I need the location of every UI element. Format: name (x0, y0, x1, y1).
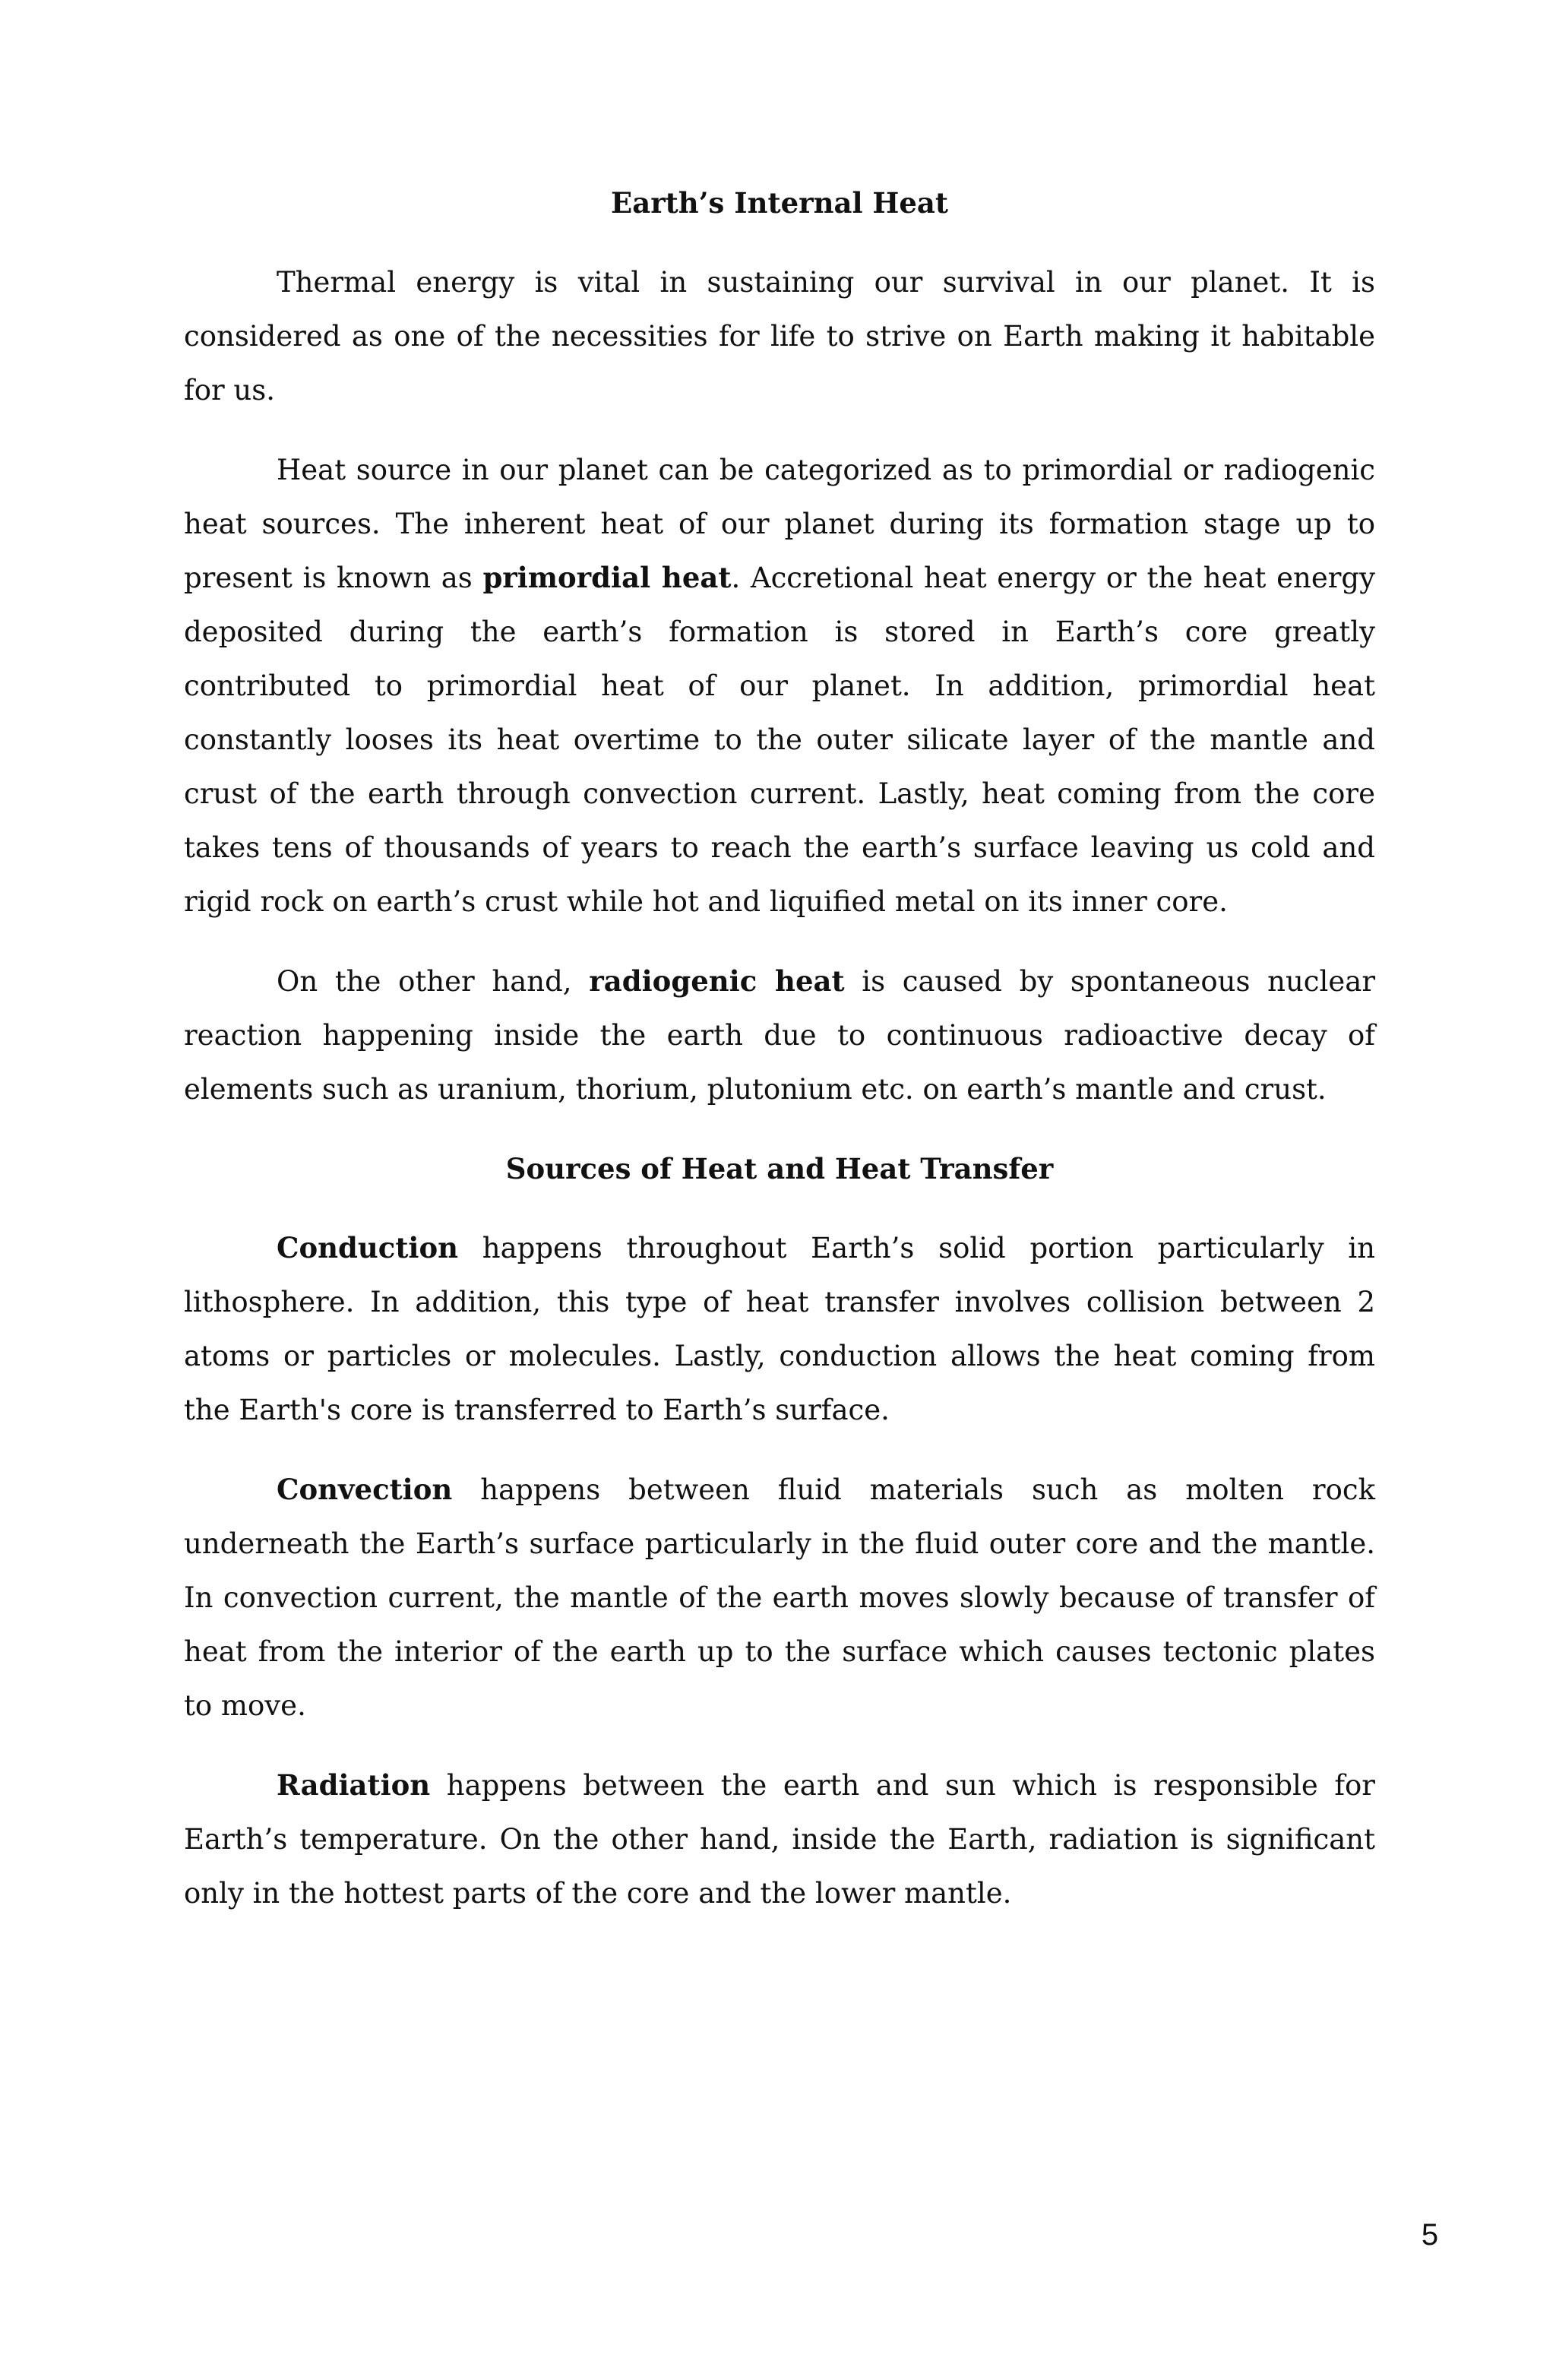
radiation-term: Radiation (277, 1768, 431, 1802)
conduction-term: Conduction (277, 1231, 459, 1264)
title-spacing (184, 229, 1375, 255)
paragraph-spacing (184, 929, 1375, 954)
heat-source-text-before: Heat source in our planet can be categorized as to primordial or radiogenic heat sources. The inherent heat of our planet during its formation stage up to present is known as (184, 454, 1375, 594)
radiogenic-text-after: is caused by spontaneous nuclear reaction happening inside the earth due to continuous radioactive decay of elements such as uranium, thorium, plutonium etc. on earth’s mantle and crust. (184, 965, 1376, 1106)
radiogenic-heat-paragraph (184, 954, 1375, 1116)
heat-source-text-after: . Accretional heat energy or the heat energy deposited during the earth’s formation is stored in Earth’s core greatly contributed to primordial heat of our planet. In addition, primordial heat constantly looses its heat overtime to the outer silicate layer of the mantle and crust of the earth through convection current. Lastly, heat coming from the core takes tens of thousands of years to reach the earth’s surface leaving us cold and rigid rock on earth’s crust while hot and liquified metal on its inner core. (184, 562, 1375, 918)
page-title: Earth’s Internal Heat (611, 186, 948, 220)
convection-term: Convection (277, 1473, 453, 1506)
radiogenic-text-before: On the other hand, (277, 965, 590, 998)
thermal-energy-paragraph: Thermal energy is vital in sustaining our survival in our planet. It is considered as one of the necessities for life to strive on Earth making it habitable for us. (184, 266, 1375, 407)
paragraph-spacing (184, 1733, 1375, 1758)
page-number: 5 (1421, 2218, 1439, 2252)
primordial-heat-term: primordial heat (482, 561, 732, 594)
radiation-paragraph (184, 1758, 1375, 1920)
heat-source-paragraph (184, 443, 1375, 929)
section-spacing (184, 1116, 1375, 1142)
paragraph-spacing (184, 417, 1375, 443)
radiogenic-heat-term: radiogenic heat (589, 964, 845, 998)
radiation-text: happens between the earth and sun which is responsible for Earth’s temperature. On the other hand, inside the Earth, radiation is significant only in the hottest parts of the core and the lower mantle. (184, 1769, 1375, 1910)
section-title: Sources of Heat and Heat Transfer (505, 1152, 1054, 1185)
conduction-paragraph (184, 1221, 1375, 1437)
conduction-text: happens throughout Earth’s solid portion particularly in lithosphere. In addition, this type of heat transfer involves collision between 2 atoms or particles or molecules. Lastly, conduction allows the heat coming from the Earth's core is transferred to Earth’s surface. (184, 1232, 1375, 1426)
convection-text: happens between fluid materials such as molten rock underneath the Earth’s surface particularly in the fluid outer core and the mantle. In convection current, the mantle of the earth moves slowly because of transfer of heat from the interior of the earth up to the surface which causes tectonic plates to move. (184, 1473, 1375, 1722)
convection-paragraph (184, 1463, 1375, 1733)
paragraph-spacing (184, 1437, 1375, 1463)
section-title-spacing (184, 1195, 1375, 1221)
document-page (184, 176, 1375, 1920)
